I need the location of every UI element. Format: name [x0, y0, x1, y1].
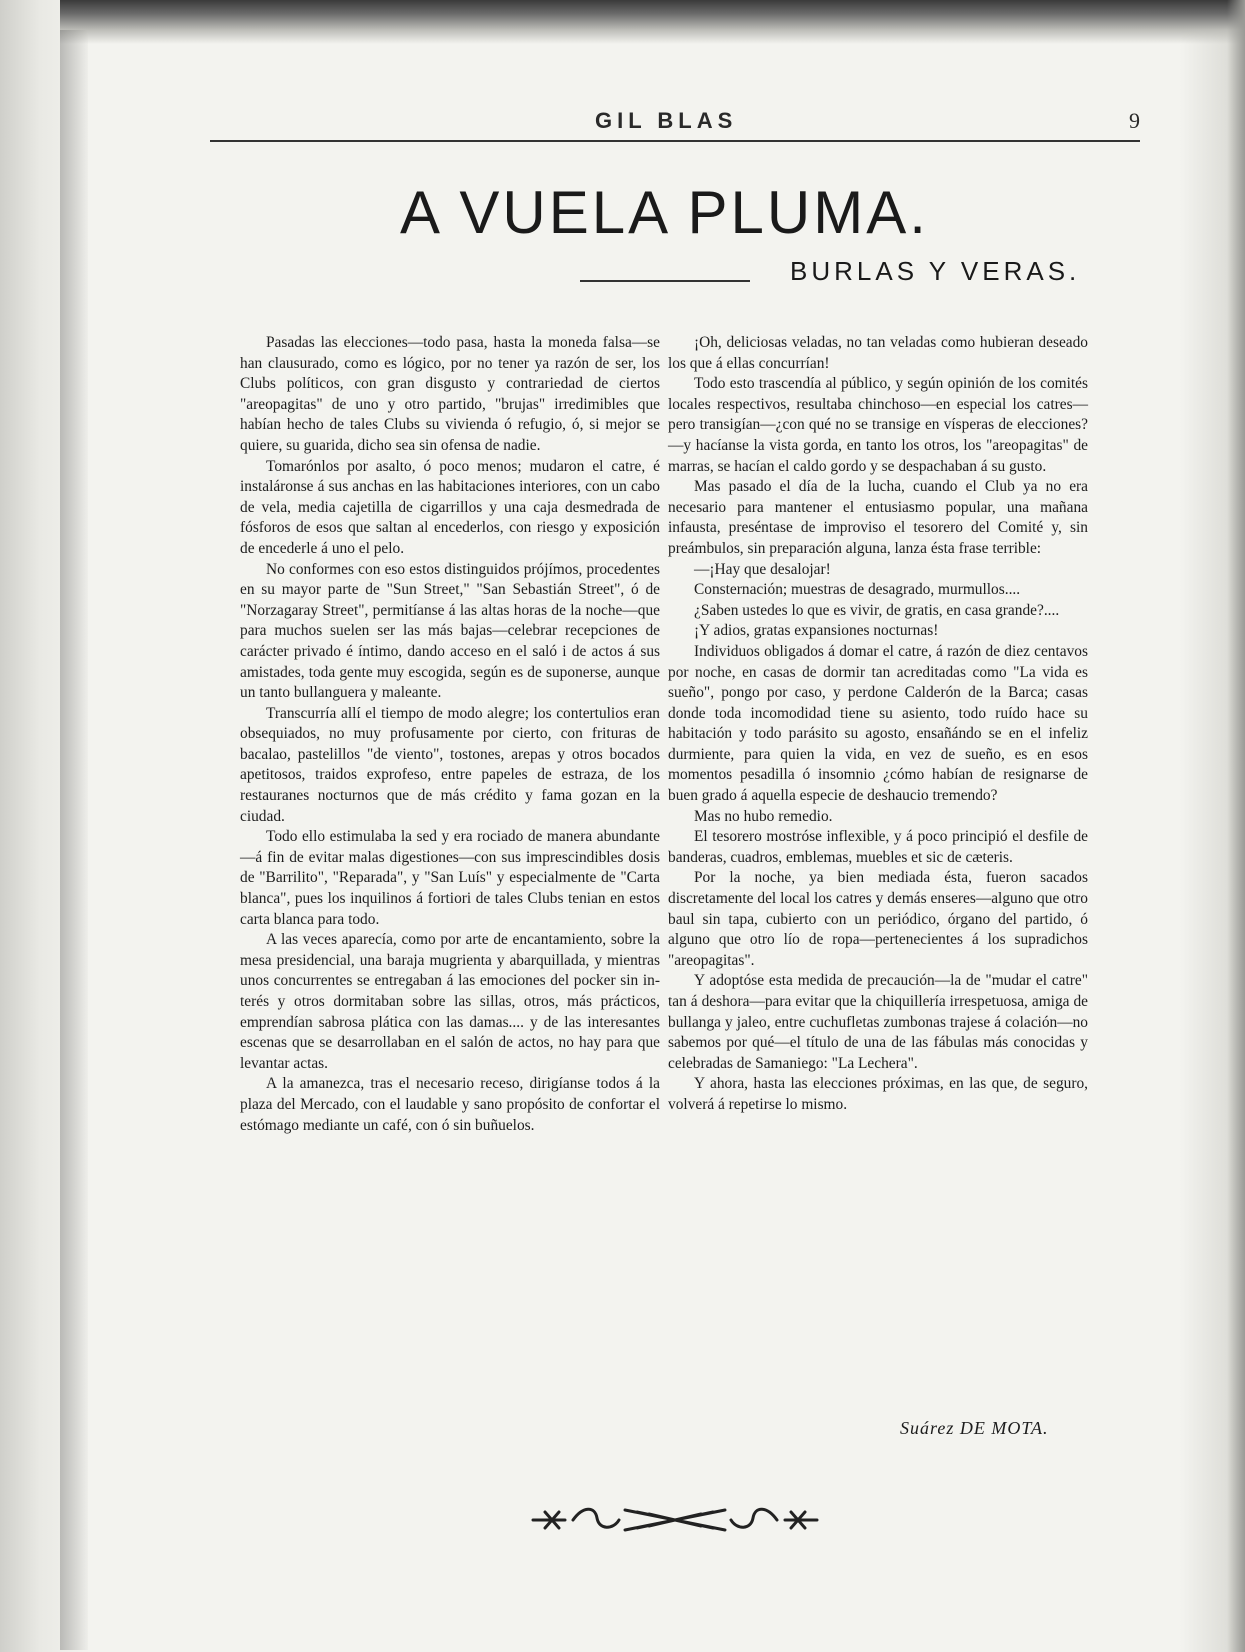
paragraph: A las veces aparecía, como por arte de encantamiento, sobre la mesa presidencial, una baraja mugrienta y abarquillada, y mientras unos concurrentes se entregaban á las emociones del pocker sin interés y otros dormitaban sobre las sillas, otros, más prácticos, emprendían sabrosa plática con las damas.... y de las interesantes escenas que se desarrollaban en el salón de actos, no hay para que levantar actas. [240, 931, 660, 1072]
paragraph: Consternación; muestras de desagrado, murmullos.... [694, 581, 1021, 599]
ornament-divider [525, 1500, 825, 1540]
paragraph: Individuos obligados á domar el catre, á razón de diez centavos por noche, en casas de dormir tan acreditadas como "La vida es sueño", pongo por caso, y perdone Calderón de la Barca; casas donde toda incomodidad tiene su asiento, todo ruído hace su habitación y todo parásito su agosto, ensañándo se en el infeliz durmiente, para quien la vida, en vez de sueño, es en esos momentos pesadilla ó insomnio ¿cómo habían de resignarse de buen grado á aquella especie de deshaucio tremendo? [668, 642, 1088, 805]
left-column [240, 333, 660, 1136]
subtitle-rule [580, 280, 750, 282]
paragraph: ¡Y adios, gratas expansiones nocturnas! [694, 622, 939, 640]
paragraph: Y adoptóse esta medida de precaución—la de "mudar el catre" tan á deshora—para evitar que la chiquillería irrespetuosa, amiga de bullanga y jaleo, entre cuchufletas zumbonas trajese á colación—no sabemos por qué—el título de una de las fábulas más conocidas y celebradas de Samaniego: "La Lechera". [668, 972, 1088, 1072]
running-title: GIL BLAS [595, 108, 738, 133]
right-column [668, 333, 1088, 1116]
paragraph: A la amanezca, tras el necesario receso, dirigíanse todos á la plaza del Mercado, con el laudable y sano propósito de confortar el estómago mediante un café, con ó sin buñuelos. [240, 1075, 660, 1134]
page-right-edge [1227, 0, 1245, 1652]
paragraph: Y ahora, hasta las elecciones próximas, en las que, de seguro, volverá á repetirse lo mismo. [668, 1075, 1088, 1113]
paragraph: No conformes con eso estos distinguidos prójímos, procedentes en su mayor parte de "Sun Street," "San Sebastián Street", ó de "Norzagaray Street", permitíanse á las altas horas de la noche—que para muchos suelen ser las más bajas—celebrar recepciones de carácter privado é íntimo, dando acceso en el saló i de actos á sus amistades, toda gente muy escogida, según es de suponerse, aunque un tanto bullanguera y maleante. [240, 560, 660, 702]
header-rule [210, 140, 1140, 142]
paragraph: ¡Oh, deliciosas veladas, no tan veladas como hubieran deseado los que á ellas concurrían! [668, 334, 1088, 372]
paragraph: Por la noche, ya bien mediada ésta, fueron sacados discretamente del local los catres y demás enseres—alguno que otro baul sin tapa, cubierto con un periódico, órgano del partido, ó alguno que otro lío de ropa—pertenecientes á los supradichos "areopagitas". [668, 869, 1088, 969]
paragraph: Todo ello estimulaba la sed y era rociado de manera abundante—á fin de evitar malas digestiones—con sus imprescindibles dosis de "Barrilito", "Reparada", y "San Luís" y especialmente de "Carta blanca", pues los inquilinos á fortiori de tales Clubs tenian en estos carta blanca para todo. [240, 828, 660, 928]
article-subtitle: BURLAS Y VERAS. [790, 256, 1081, 286]
paragraph: Pasadas las elecciones—todo pasa, hasta la moneda falsa—se han clausurado, como es lógico, por no tener ya razón de ser, los Clubs políticos, con gran disgusto y contrariedad de ciertos "areopagitas" de uno y otro partido, "brujas" irredimibles que habían hecho de tales Clubs su vivienda ó refugio, ó, si mejor se quiere, su guarida, dicho sea sin ofensa de nadie. [240, 334, 660, 454]
author-signature: Suárez DE MOTA. [900, 1418, 1049, 1438]
paragraph: Todo esto trascendía al público, y según opinión de los comités locales respectivos, resultaba chinchoso—en especial los catres—pero transigían—¿con qué no se transige en vísperas de elecciones?—y hacíanse la vista gorda, en tanto los otros, los "areopagitas" de marras, se hacían el caldo gordo y se despachaban á su gusto. [668, 375, 1088, 475]
paragraph: ¿Saben ustedes lo que es vivir, de gratis, en casa grande?.... [694, 601, 1060, 619]
page-number: 9 [1129, 108, 1140, 133]
paragraph: Transcurría allí el tiempo de modo alegre; los contertulios eran obsequiados, no muy profusamente por cierto, con frituras de bacalao, pastelillos "de viento", tostones, arepas y otros bocados apetitosos, traidos exprofeso, entre papeles de estraza, de los restauranes nocturnos que de más crédito y fama gozan en la ciudad. [240, 704, 660, 825]
paragraph: Mas pasado el día de la lucha, cuando el Club ya no era necesario para mantener el entusiasmo popular, una mañana infausta, preséntase de improviso el tesorero del Comité y, sin preámbulos, sin preparación alguna, lanza ésta frase terrible: [668, 478, 1088, 557]
paragraph: El tesorero mostróse inflexible, y á poco principió el desfile de banderas, cuadros, emblemas, muebles et sic de cæteris. [668, 828, 1088, 866]
paragraph: —¡Hay que desalojar! [694, 560, 831, 578]
paragraph: Tomarónlos por asalto, ó poco menos; mudaron el catre, é instaláronse á sus anchas en las habitaciones interiores, con un cabo de vela, media cajetilla de cigarrillos y una caja desmedrada de fósforos de esos que saltan al encederlos, con riesgo y exposición de encederle á uno el pelo. [240, 457, 660, 557]
book-spine-shadow [60, 30, 88, 1650]
running-head [210, 108, 1140, 148]
page-top-shadow [60, 0, 1245, 44]
article-title: A VUELA PLUMA. [400, 179, 929, 246]
paragraph: Mas no hubo remedio. [694, 807, 833, 825]
